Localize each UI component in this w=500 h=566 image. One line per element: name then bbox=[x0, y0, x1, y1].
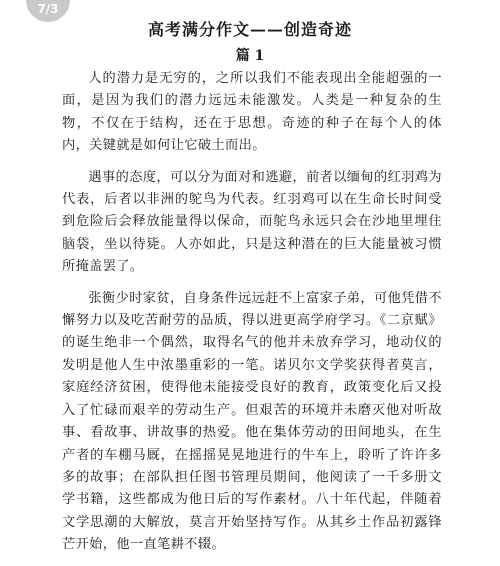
paragraph-1: 人的潜力是无穷的，之所以我们不能表现出全能超强的一面，是因为我们的潜力远远未能激发。人类是一种复杂的生物，不仅在于结构，还在于思想。奇迹的种子在每个人的体内，关键就是如何让它破土而出。 bbox=[62, 71, 442, 154]
paragraph-3: 张衡少时家贫，自身条件远远赶不上富家子弟，可他凭借不懈努力以及吃苦耐劳的品质，得以进更高学府学习。《二京赋》的诞生绝非一个偶然，取得名气的他并未放弃学习，地动仪的发明是他人生中浓墨重彩的一笔。诺贝尔文学奖获得者莫言，家庭经济贫困，使得他未能接受良好的教育，政策变化后又投入了忙碌而艰辛的劳动生产。但艰苦的环境并未磨灭他对听故事、看故事、讲故事的热爱。他在集体劳动的田间地头，在生产者的车棚马厩，在摇摇晃晃地进行的牛车上，聆听了许许多多的故事；在部队担任图书管理员期间，他阅读了一千多册文学书籍，这些都成为他日后的写作素材。八十年代起，伴随着文学思潮的大解放，莫言开始坚持写作。从其乡土作品初露锋芒开始，他一直笔耕不辍。 bbox=[62, 290, 442, 553]
document-subtitle: 篇 1 bbox=[235, 48, 265, 64]
document-title: 高考满分作文——创造奇迹 bbox=[147, 20, 352, 39]
essay-body bbox=[62, 68, 442, 566]
page-counter-text: 7/3 bbox=[37, 2, 59, 16]
paragraph-2: 遇事的态度，可以分为面对和逃避，前者以缅甸的红羽鸡为代表，后者以非洲的鸵鸟为代表。红羽鸡可以在生命长时间受到危险后会释放能量得以保命，而鸵鸟永远只会在沙地里埋住脑袋，坐以待毙。人亦如此，只是这种潜在的巨大能量被习惯所掩盖罢了。 bbox=[62, 169, 442, 275]
